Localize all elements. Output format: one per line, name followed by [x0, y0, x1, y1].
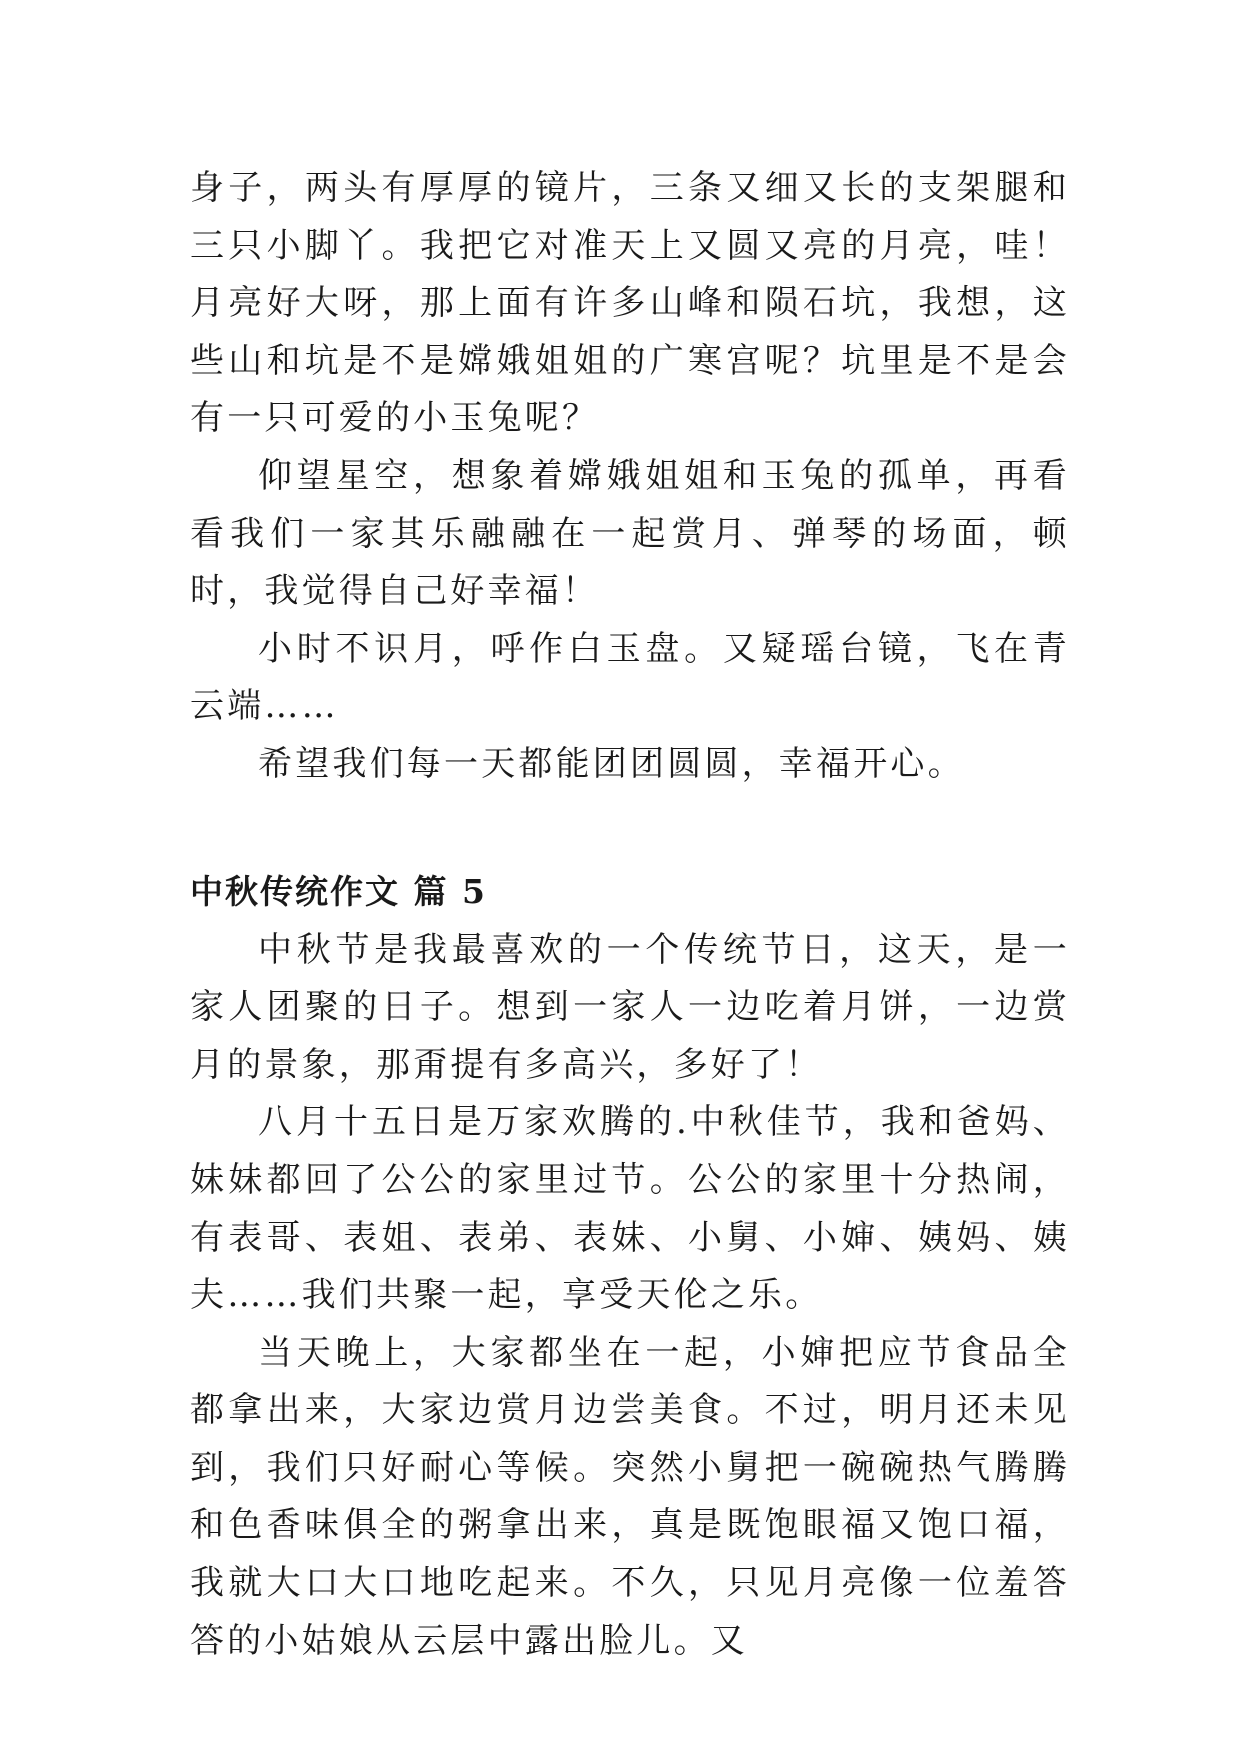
paragraph-wish: 希望我们每一天都能团团圆圆，幸福开心。	[258, 743, 965, 784]
section-spacer	[190, 794, 1070, 866]
paragraph-evening: 当天晚上，大家都坐在一起，小婶把应节食品全都拿出来，大家边赏月边尝美食。不过，明月还未见到，我们只好耐心等候。突然小舅把一碗碗热气腾腾和色香味俱全的粥拿出来，真是既饱眼福又饱口福，我就大口大口地吃起来。不久，只见月亮像一位羞答答的小姑娘从云层中露出脸儿。又	[190, 1332, 1070, 1661]
paragraph-poem: 小时不识月，呼作白玉盘。又疑瑶台镜，飞在青云端……	[190, 628, 1070, 727]
section-title: 中秋传统作文 篇 5	[190, 871, 487, 911]
paragraph-family-gathering: 八月十五日是万家欢腾的.中秋佳节，我和爸妈、妹妹都回了公公的家里过节。公公的家里十分热闹，有表哥、表姐、表弟、表妹、小舅、小婶、姨妈、姨夫……我们共聚一起，享受天伦之乐。	[190, 1102, 1070, 1316]
paragraph-continuation: 身子，两头有厚厚的镜片，三条又细又长的支架腿和三只小脚丫。我把它对准天上又圆又亮的月亮，哇！月亮好大呀，那上面有许多山峰和陨石坑，我想，这些山和坑是不是嫦娥姐姐的广寒宫呢？坑里是不是会有一只可爱的小玉兔呢？	[190, 168, 1070, 439]
document-page	[190, 160, 1070, 1670]
paragraph-stargazing: 仰望星空，想象着嫦娥姐姐和玉兔的孤单，再看看我们一家其乐融融在一起赏月、弹琴的场面，顿时，我觉得自己好幸福！	[190, 455, 1070, 612]
paragraph-intro: 中秋节是我最喜欢的一个传统节日，这天，是一家人团聚的日子。想到一家人一边吃着月饼，一边赏月的景象，那甭提有多高兴，多好了！	[190, 929, 1070, 1085]
